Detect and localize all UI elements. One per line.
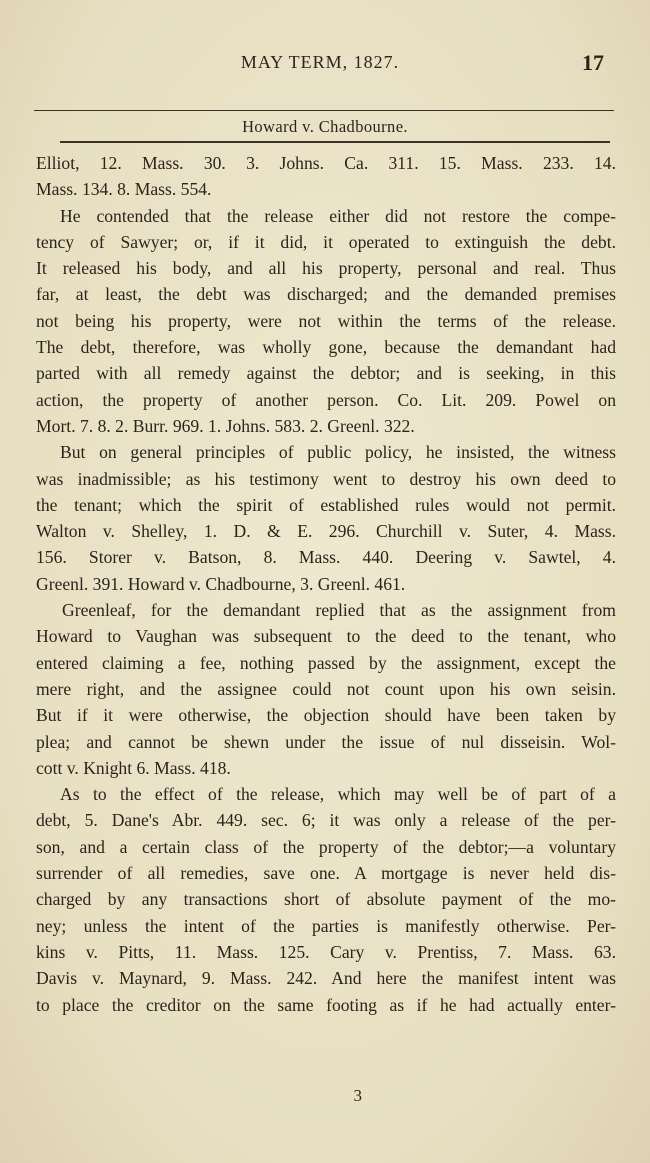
case-caption (0, 117, 650, 137)
text-line: mere right, and the assignee could not count upon his own seisin. (36, 678, 616, 699)
body-text (36, 150, 616, 1018)
text-line: Mort. 7. 8. 2. Burr. 969. 1. Johns. 583. 2. Greenl. 322. (36, 415, 415, 436)
signature-mark: 3 (353, 1086, 362, 1105)
running-title: MAY TERM, 1827. (240, 52, 400, 72)
text-line: Elliot, 12. Mass. 30. 3. Johns. Ca. 311. 15. Mass. 233. 14. (36, 153, 616, 173)
text-line: entered claiming a fee, nothing passed by the assignment, except the (36, 652, 616, 673)
caption-rule (60, 141, 610, 143)
text-line: not being his property, were not within the terms of the release. (36, 310, 616, 331)
text-line: ney; unless the intent of the parties is manifestly otherwise. Per- (36, 915, 616, 936)
text-line: far, at least, the debt was discharged; and the demanded premises (36, 284, 616, 305)
text-line: As to the effect of the release, which may well be of part of a (60, 784, 616, 805)
text-line: the tenant; which the spirit of established rules would not permit. (36, 494, 616, 515)
text-line: kins v. Pitts, 11. Mass. 125. Cary v. Prentiss, 7. Mass. 63. (36, 941, 616, 962)
running-head (0, 52, 650, 82)
text-line: Walton v. Shelley, 1. D. & E. 296. Churchill v. Suter, 4. Mass. (36, 521, 616, 542)
case-caption-text: Howard v. Chadbourne. (242, 117, 408, 136)
text-line: to place the creditor on the same footing as if he had actually enter- (36, 994, 616, 1015)
text-line: Howard to Vaughan was subsequent to the deed to the tenant, who (36, 626, 616, 647)
top-rule (34, 110, 614, 111)
text-line: cott v. Knight 6. Mass. 418. (36, 757, 231, 778)
text-line: was inadmissible; as his testimony went to destroy his own deed to (36, 468, 616, 489)
text-line: tency of Sawyer; or, if it did, it operated to extinguish the debt. (36, 231, 616, 252)
text-line: plea; and cannot be shewn under the issue of nul disseisin. Wol- (36, 731, 616, 752)
text-line: 156. Storer v. Batson, 8. Mass. 440. Deering v. Sawtel, 4. (36, 547, 616, 568)
text-line: But if it were otherwise, the objection should have been taken by (36, 705, 616, 726)
text-line: Greenleaf, for the demandant replied that as the assignment from (62, 600, 616, 621)
text-line: charged by any transactions short of absolute payment of the mo- (36, 889, 616, 910)
text-line: Greenl. 391. Howard v. Chadbourne, 3. Greenl. 461. (36, 573, 406, 594)
text-line: son, and a certain class of the property of the debtor;—a voluntary (36, 836, 616, 857)
text-line: action, the property of another person. Co. Lit. 209. Powel on (36, 389, 616, 410)
page-number: 17 (582, 50, 604, 75)
text-line: But on general principles of public policy, he insisted, the witness (60, 442, 616, 463)
text-line: He contended that the release either did not restore the compe- (60, 205, 616, 226)
text-line: surrender of all remedies, save one. A mortgage is never held dis- (36, 863, 616, 884)
text-line: debt, 5. Dane's Abr. 449. sec. 6; it was only a release of the per- (36, 810, 616, 831)
text-line: Davis v. Maynard, 9. Mass. 242. And here the manifest intent was (36, 968, 616, 989)
text-line: It released his body, and all his property, personal and real. Thus (36, 258, 616, 279)
text-line: Mass. 134. 8. Mass. 554. (36, 179, 212, 200)
text-line: parted with all remedy against the debtor; and is seeking, in this (36, 363, 616, 384)
text-line: The debt, therefore, was wholly gone, because the demandant had (36, 337, 616, 358)
